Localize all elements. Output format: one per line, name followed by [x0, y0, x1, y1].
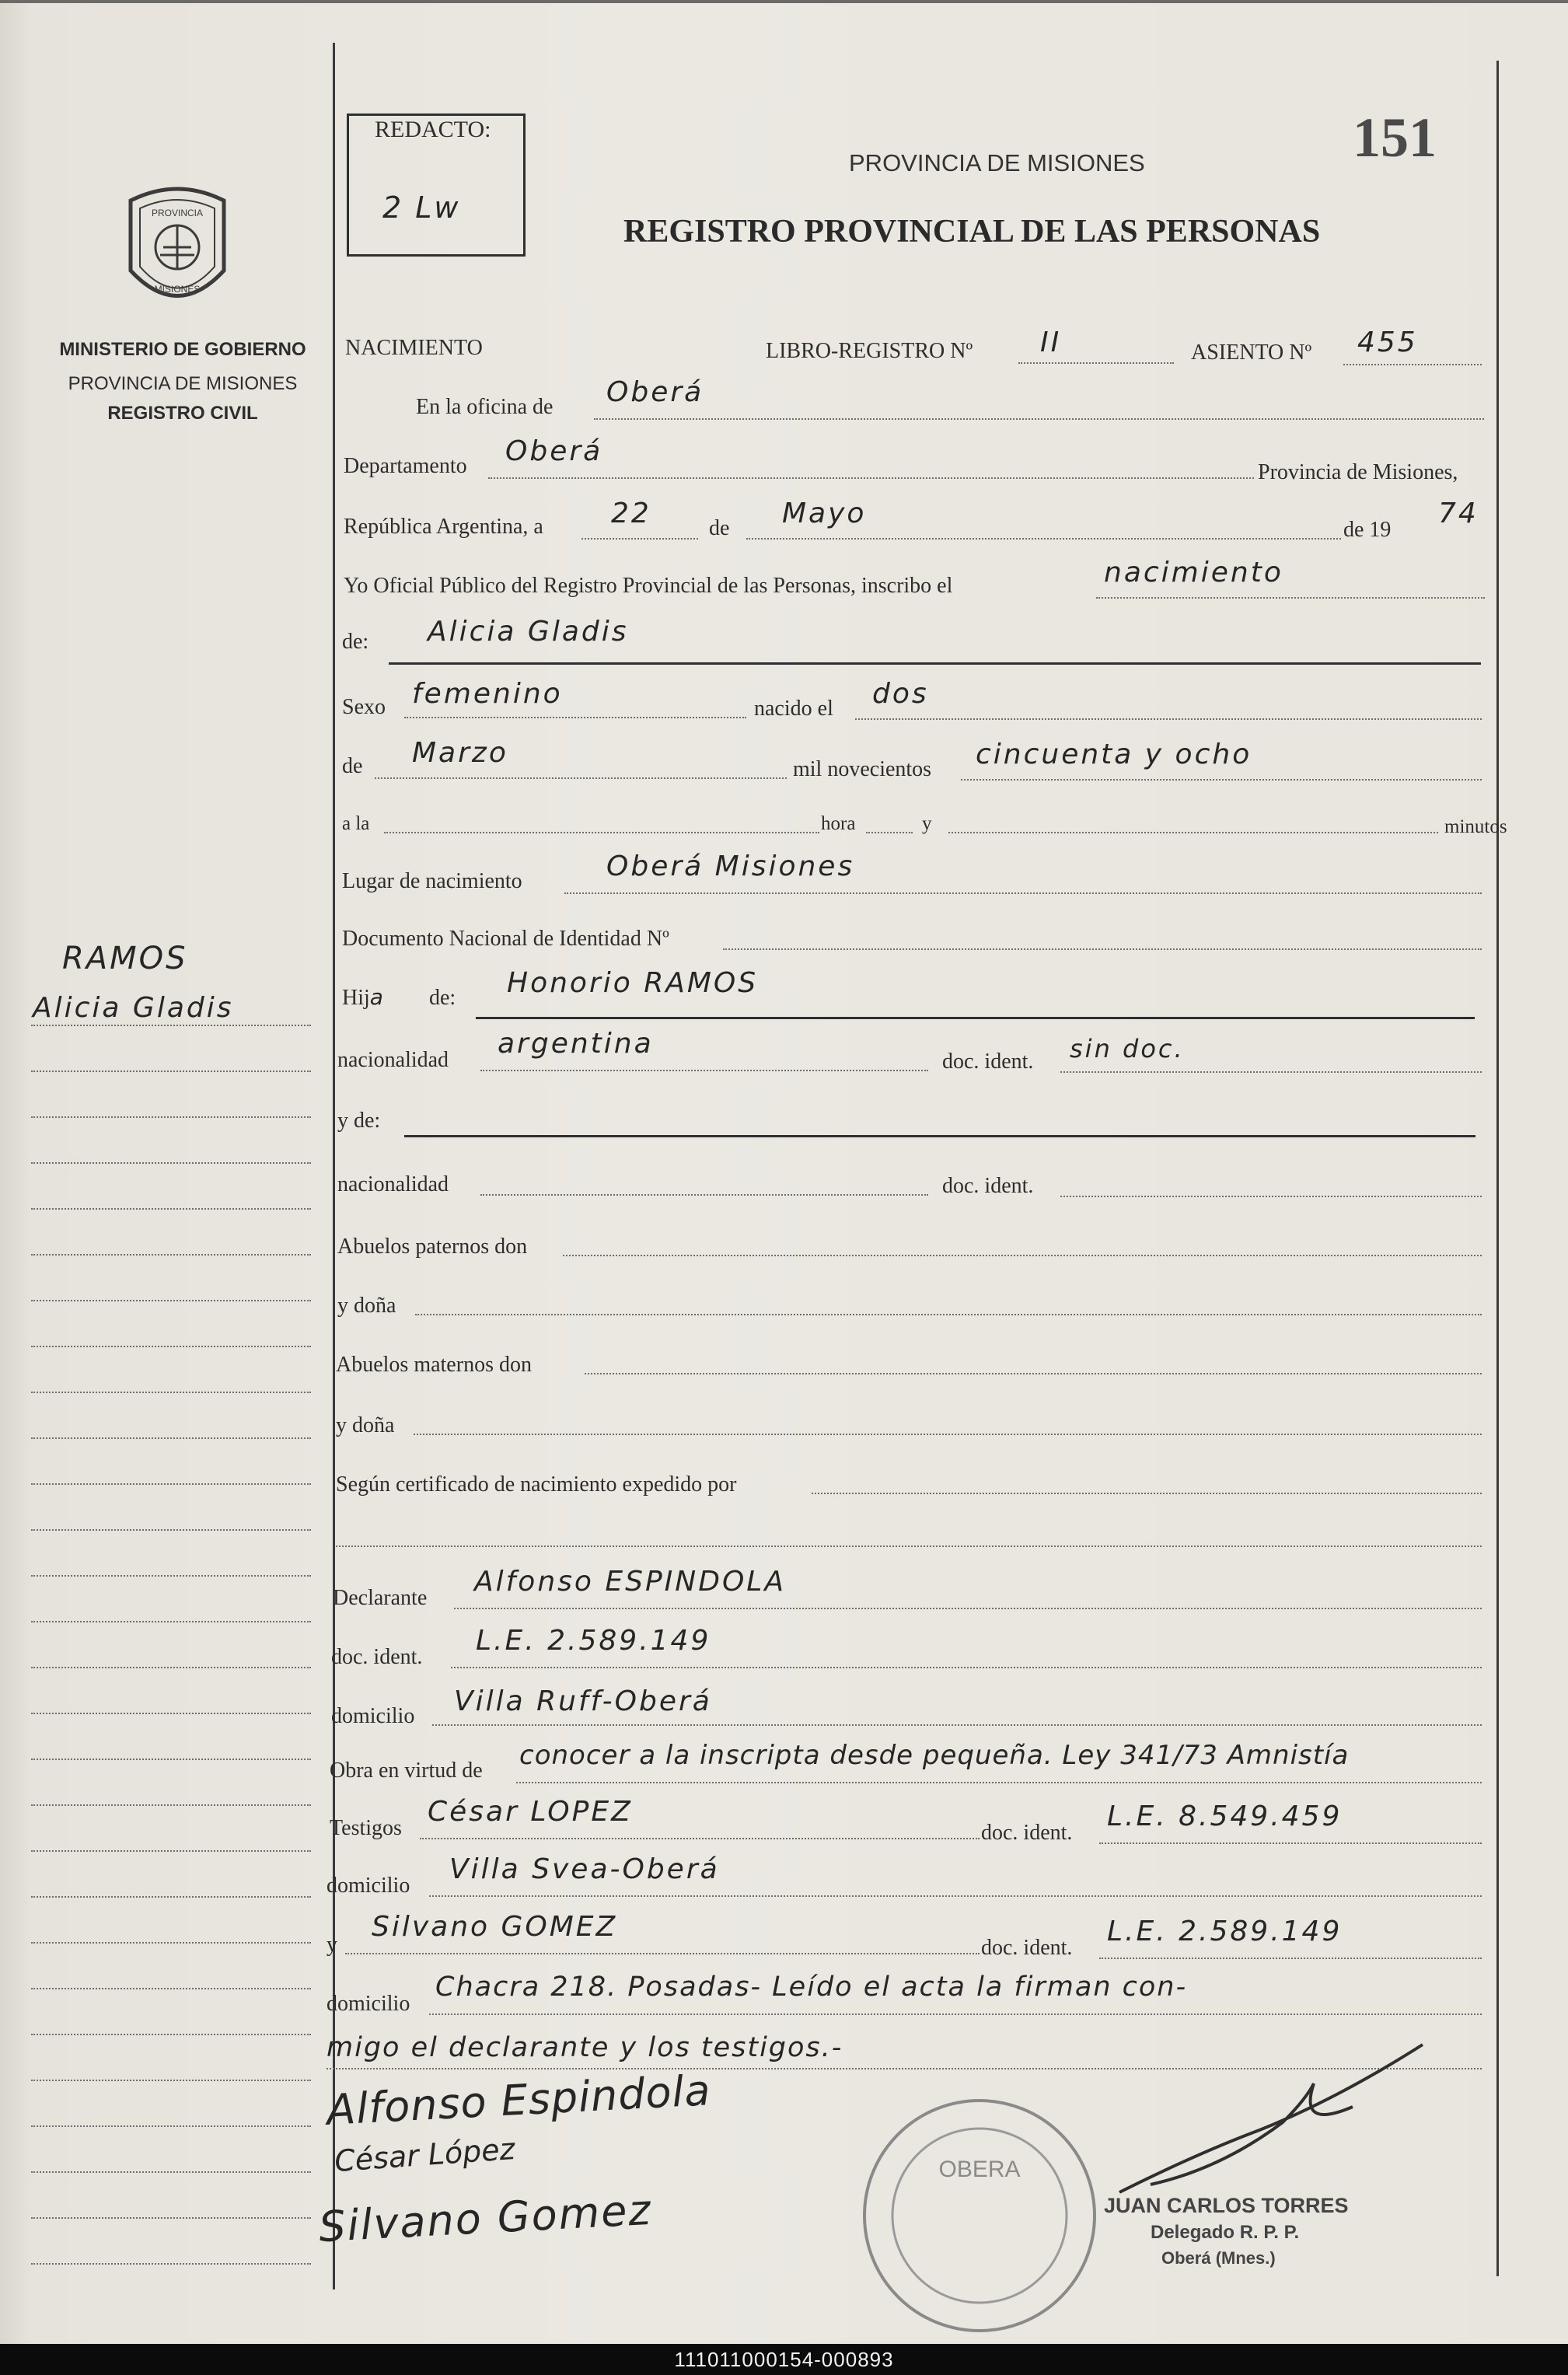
declarante-doc-value: L.E. 2.589.149: [476, 1625, 711, 1657]
departamento-value: Oberá: [505, 435, 603, 467]
y-dona2-line: [414, 1434, 1482, 1435]
province-label: PROVINCIA DE MISIONES: [68, 373, 298, 394]
segun-label: Según certificado de nacimiento expedido por: [336, 1472, 737, 1497]
madre-line: [404, 1135, 1475, 1137]
margin-ruled-line: [31, 1667, 311, 1668]
margin-ruled-line: [31, 1896, 311, 1898]
domicilio-label: domicilio: [331, 1704, 415, 1728]
asiento-line: [1343, 364, 1482, 365]
nacionalidad2-label: nacionalidad: [337, 1172, 449, 1196]
signature-declarante: Alfonso Espindola: [325, 2066, 713, 2135]
doc2-line: [1060, 1196, 1482, 1197]
documento-line: [723, 948, 1482, 950]
hora-label: hora: [821, 813, 856, 834]
segun-line2: [336, 1545, 1482, 1547]
archive-code: 111011000154-000893: [674, 2348, 894, 2371]
margin-ruled-line: [31, 1759, 311, 1760]
libro-value: II: [1040, 327, 1062, 358]
doc-padre-line: [1060, 1071, 1482, 1073]
y-label: y: [922, 813, 932, 834]
abuelos-maternos-line: [585, 1373, 1482, 1374]
hora-end-line: [866, 832, 913, 833]
name-line: [389, 662, 1481, 665]
abuelos-paternos-line: [563, 1255, 1482, 1256]
declarante-domicilio-value: Villa Ruff-Oberá: [454, 1685, 712, 1717]
margin-ruled-line: [31, 1392, 311, 1393]
svg-text:MISIONES: MISIONES: [154, 284, 201, 295]
abuelos-paternos-label: Abuelos paternos don: [337, 1235, 528, 1259]
nacimiento-label: NACIMIENTO: [345, 336, 483, 360]
margin-ruled-line: [31, 1713, 311, 1714]
margin-surname: RAMOS: [62, 941, 188, 976]
margin-ruled-line: [31, 1254, 311, 1256]
margin-ruled-line: [31, 2034, 311, 2035]
right-border-line: [1496, 61, 1499, 2276]
inscribo-line: [1096, 597, 1485, 599]
oficina-value: Oberá: [606, 376, 704, 408]
departamento-label: Departamento: [344, 454, 467, 478]
archive-code-bar: [0, 2344, 1568, 2375]
padre-line: [476, 1017, 1475, 1019]
y2-label: y: [327, 1933, 337, 1957]
year-prefix: de 19: [1343, 518, 1392, 542]
civil-registry-label: REGISTRO CIVIL: [107, 403, 258, 424]
birth-month-line: [375, 777, 787, 779]
testigo2-doc-line: [1099, 1958, 1482, 1959]
domicilio2-label: domicilio: [327, 1874, 410, 1898]
year-suffix: 74: [1438, 498, 1479, 529]
testigo1-doc-line: [1099, 1842, 1482, 1844]
margin-ruled-line: [31, 2125, 311, 2127]
redacto-value: 2 Lw: [382, 190, 461, 225]
doc-ident5-label: doc. ident.: [981, 1936, 1073, 1960]
margin-ruled-line: [31, 1070, 311, 1072]
testigo1-doc-value: L.E. 8.549.459: [1107, 1800, 1343, 1832]
mil-novecientos-label: mil novecientos: [793, 757, 932, 781]
obra-value: conocer a la inscripta desde pequeña. Ley 341/73 Amnistía: [519, 1740, 1350, 1771]
birth-year-line: [961, 779, 1482, 781]
margin-ruled-line: [31, 1300, 311, 1301]
testigo1-line: [420, 1838, 980, 1839]
margin-ruled-line: [31, 1804, 311, 1806]
month-value: Mayo: [782, 498, 867, 529]
signature-testigo1: César López: [333, 2131, 516, 2179]
month-line: [746, 538, 1341, 540]
svg-text:PROVINCIA: PROVINCIA: [151, 208, 204, 218]
de-colon-label: de:: [342, 630, 369, 654]
birth-year-value: cincuenta y ocho: [976, 739, 1252, 770]
de-label: de: [709, 516, 730, 540]
svg-text:OBERA: OBERA: [938, 2157, 1021, 2182]
margin-ruled-line: [31, 2263, 311, 2265]
y-de-label: y de:: [337, 1109, 381, 1133]
hij-suffix: a: [369, 984, 383, 1010]
margin-ruled-line: [31, 1529, 311, 1531]
declarante-label: Declarante: [333, 1586, 428, 1610]
testigos-label: Testigos: [330, 1816, 402, 1840]
nacido-value: dos: [872, 678, 929, 710]
doc-ident-label: doc. ident.: [942, 1050, 1034, 1074]
margin-ruled-line: [31, 2171, 311, 2173]
day-line: [581, 538, 698, 540]
nacionalidad-label: nacionalidad: [337, 1048, 449, 1072]
signature-testigo2: Silvano Gomez: [317, 2185, 654, 2252]
margin-ruled-line: [31, 1208, 311, 1210]
y-dona-label: y doña: [337, 1294, 396, 1318]
margin-ruled-line: [31, 1162, 311, 1164]
doc-ident2-label: doc. ident.: [942, 1174, 1034, 1198]
a-la-label: a la: [342, 813, 370, 834]
y-dona2-label: y doña: [336, 1413, 395, 1437]
testigo1-value: César LOPEZ: [428, 1796, 633, 1828]
testigo2-line: [345, 1953, 980, 1954]
asiento-label: ASIENTO Nº: [1191, 341, 1312, 365]
margin-ruled-line: [31, 1483, 311, 1485]
nacido-label: nacido el: [754, 697, 833, 721]
official-stamp-icon: [855, 2091, 1104, 2340]
hij-de-label: de:: [429, 986, 456, 1010]
hij-prefix: Hij: [342, 986, 370, 1010]
provincia-suffix: Provincia de Misiones,: [1258, 460, 1458, 484]
testigo2-value: Silvano GOMEZ: [372, 1911, 618, 1943]
minutos-line: [948, 832, 1438, 833]
nacionalidad-line: [480, 1070, 928, 1071]
de-month-label: de: [342, 754, 363, 778]
oficina-line: [594, 418, 1484, 420]
provincial-seal-icon: [115, 185, 239, 321]
margin-ruled-line: [31, 1116, 311, 1118]
inscribo-value: nacimiento: [1104, 557, 1283, 589]
libro-label: LIBRO-REGISTRO Nº: [766, 339, 973, 363]
hij-label: [342, 984, 383, 1011]
margin-ruled-line: [31, 2217, 311, 2219]
segun-line: [812, 1493, 1482, 1494]
doc-ident3-label: doc. ident.: [331, 1645, 423, 1669]
declarante-domicilio-line: [432, 1724, 1482, 1726]
testigo2-domicilio-line: [429, 2014, 1482, 2015]
official-title: Delegado R. P. P.: [1151, 2222, 1300, 2243]
domicilio3-label: domicilio: [327, 1992, 410, 2016]
sexo-value: femenino: [412, 678, 563, 710]
margin-given-name: Alicia Gladis: [33, 992, 234, 1024]
margin-ruled-line: [31, 1346, 311, 1347]
day-value: 22: [611, 498, 651, 529]
hora-line: [384, 832, 819, 833]
doc-padre-value: sin doc.: [1070, 1034, 1185, 1064]
margin-ruled-line: [31, 1575, 311, 1577]
testigo1-domicilio-value: Villa Svea-Oberá: [449, 1853, 720, 1885]
margin-ruled-line: [31, 1025, 311, 1026]
departamento-line: [488, 477, 1254, 479]
testigo1-domicilio-line: [429, 1895, 1482, 1897]
redacto-label: REDACTO:: [375, 117, 491, 142]
obra-label: Obra en virtud de: [330, 1759, 483, 1783]
margin-ruled-line: [31, 1988, 311, 1989]
y-dona-line: [415, 1314, 1482, 1315]
libro-line: [1018, 362, 1174, 364]
asiento-value: 455: [1357, 327, 1418, 358]
oficina-label: En la oficina de: [416, 395, 554, 419]
testigo2-doc-value: L.E. 2.589.149: [1107, 1916, 1343, 1947]
obra-line: [516, 1782, 1482, 1783]
nacido-line: [855, 718, 1482, 720]
declarante-line: [454, 1608, 1482, 1609]
sexo-label: Sexo: [342, 695, 386, 719]
documento-label: Documento Nacional de Identidad Nº: [342, 927, 669, 951]
nombre-value: Alicia Gladis: [428, 616, 629, 648]
doc-ident4-label: doc. ident.: [981, 1821, 1073, 1845]
republica-label: República Argentina, a: [344, 515, 543, 539]
lugar-line: [564, 892, 1482, 894]
sexo-line: [404, 717, 746, 718]
top-edge-line: [0, 0, 1568, 3]
declarante-doc-line: [451, 1667, 1482, 1668]
official-name: JUAN CARLOS TORRES: [1104, 2194, 1349, 2217]
yo-oficial-text: Yo Oficial Público del Registro Provincial de las Personas, inscribo el: [344, 574, 953, 598]
padre-value: Honorio RAMOS: [507, 967, 759, 999]
abuelos-maternos-label: Abuelos maternos don: [336, 1353, 532, 1377]
margin-ruled-line: [31, 2080, 311, 2081]
official-place: Oberá (Mnes.): [1161, 2248, 1276, 2268]
lugar-label: Lugar de nacimiento: [342, 869, 522, 893]
closing-value: migo el declarante y los testigos.-: [327, 2032, 843, 2063]
birth-month-value: Marzo: [412, 737, 508, 769]
nacionalidad2-line: [480, 1194, 928, 1196]
testigo2-domicilio-value: Chacra 218. Posadas- Leído el acta la firman con-: [435, 1972, 1188, 2003]
margin-ruled-line: [31, 1621, 311, 1622]
nacionalidad-padre-value: argentina: [498, 1028, 654, 1060]
province-heading: PROVINCIA DE MISIONES: [849, 149, 1145, 176]
margin-ruled-line: [31, 1942, 311, 1944]
page-number: 151: [1353, 107, 1437, 169]
declarante-value: Alfonso ESPINDOLA: [474, 1566, 786, 1598]
ministry-label: MINISTERIO DE GOBIERNO: [59, 339, 306, 360]
margin-ruled-line: [31, 1850, 311, 1852]
lugar-value: Oberá Misiones: [606, 850, 855, 882]
minutos-label: minutos: [1444, 816, 1507, 837]
margin-ruled-line: [31, 1437, 311, 1439]
registry-title: REGISTRO PROVINCIAL DE LAS PERSONAS: [623, 214, 1321, 250]
